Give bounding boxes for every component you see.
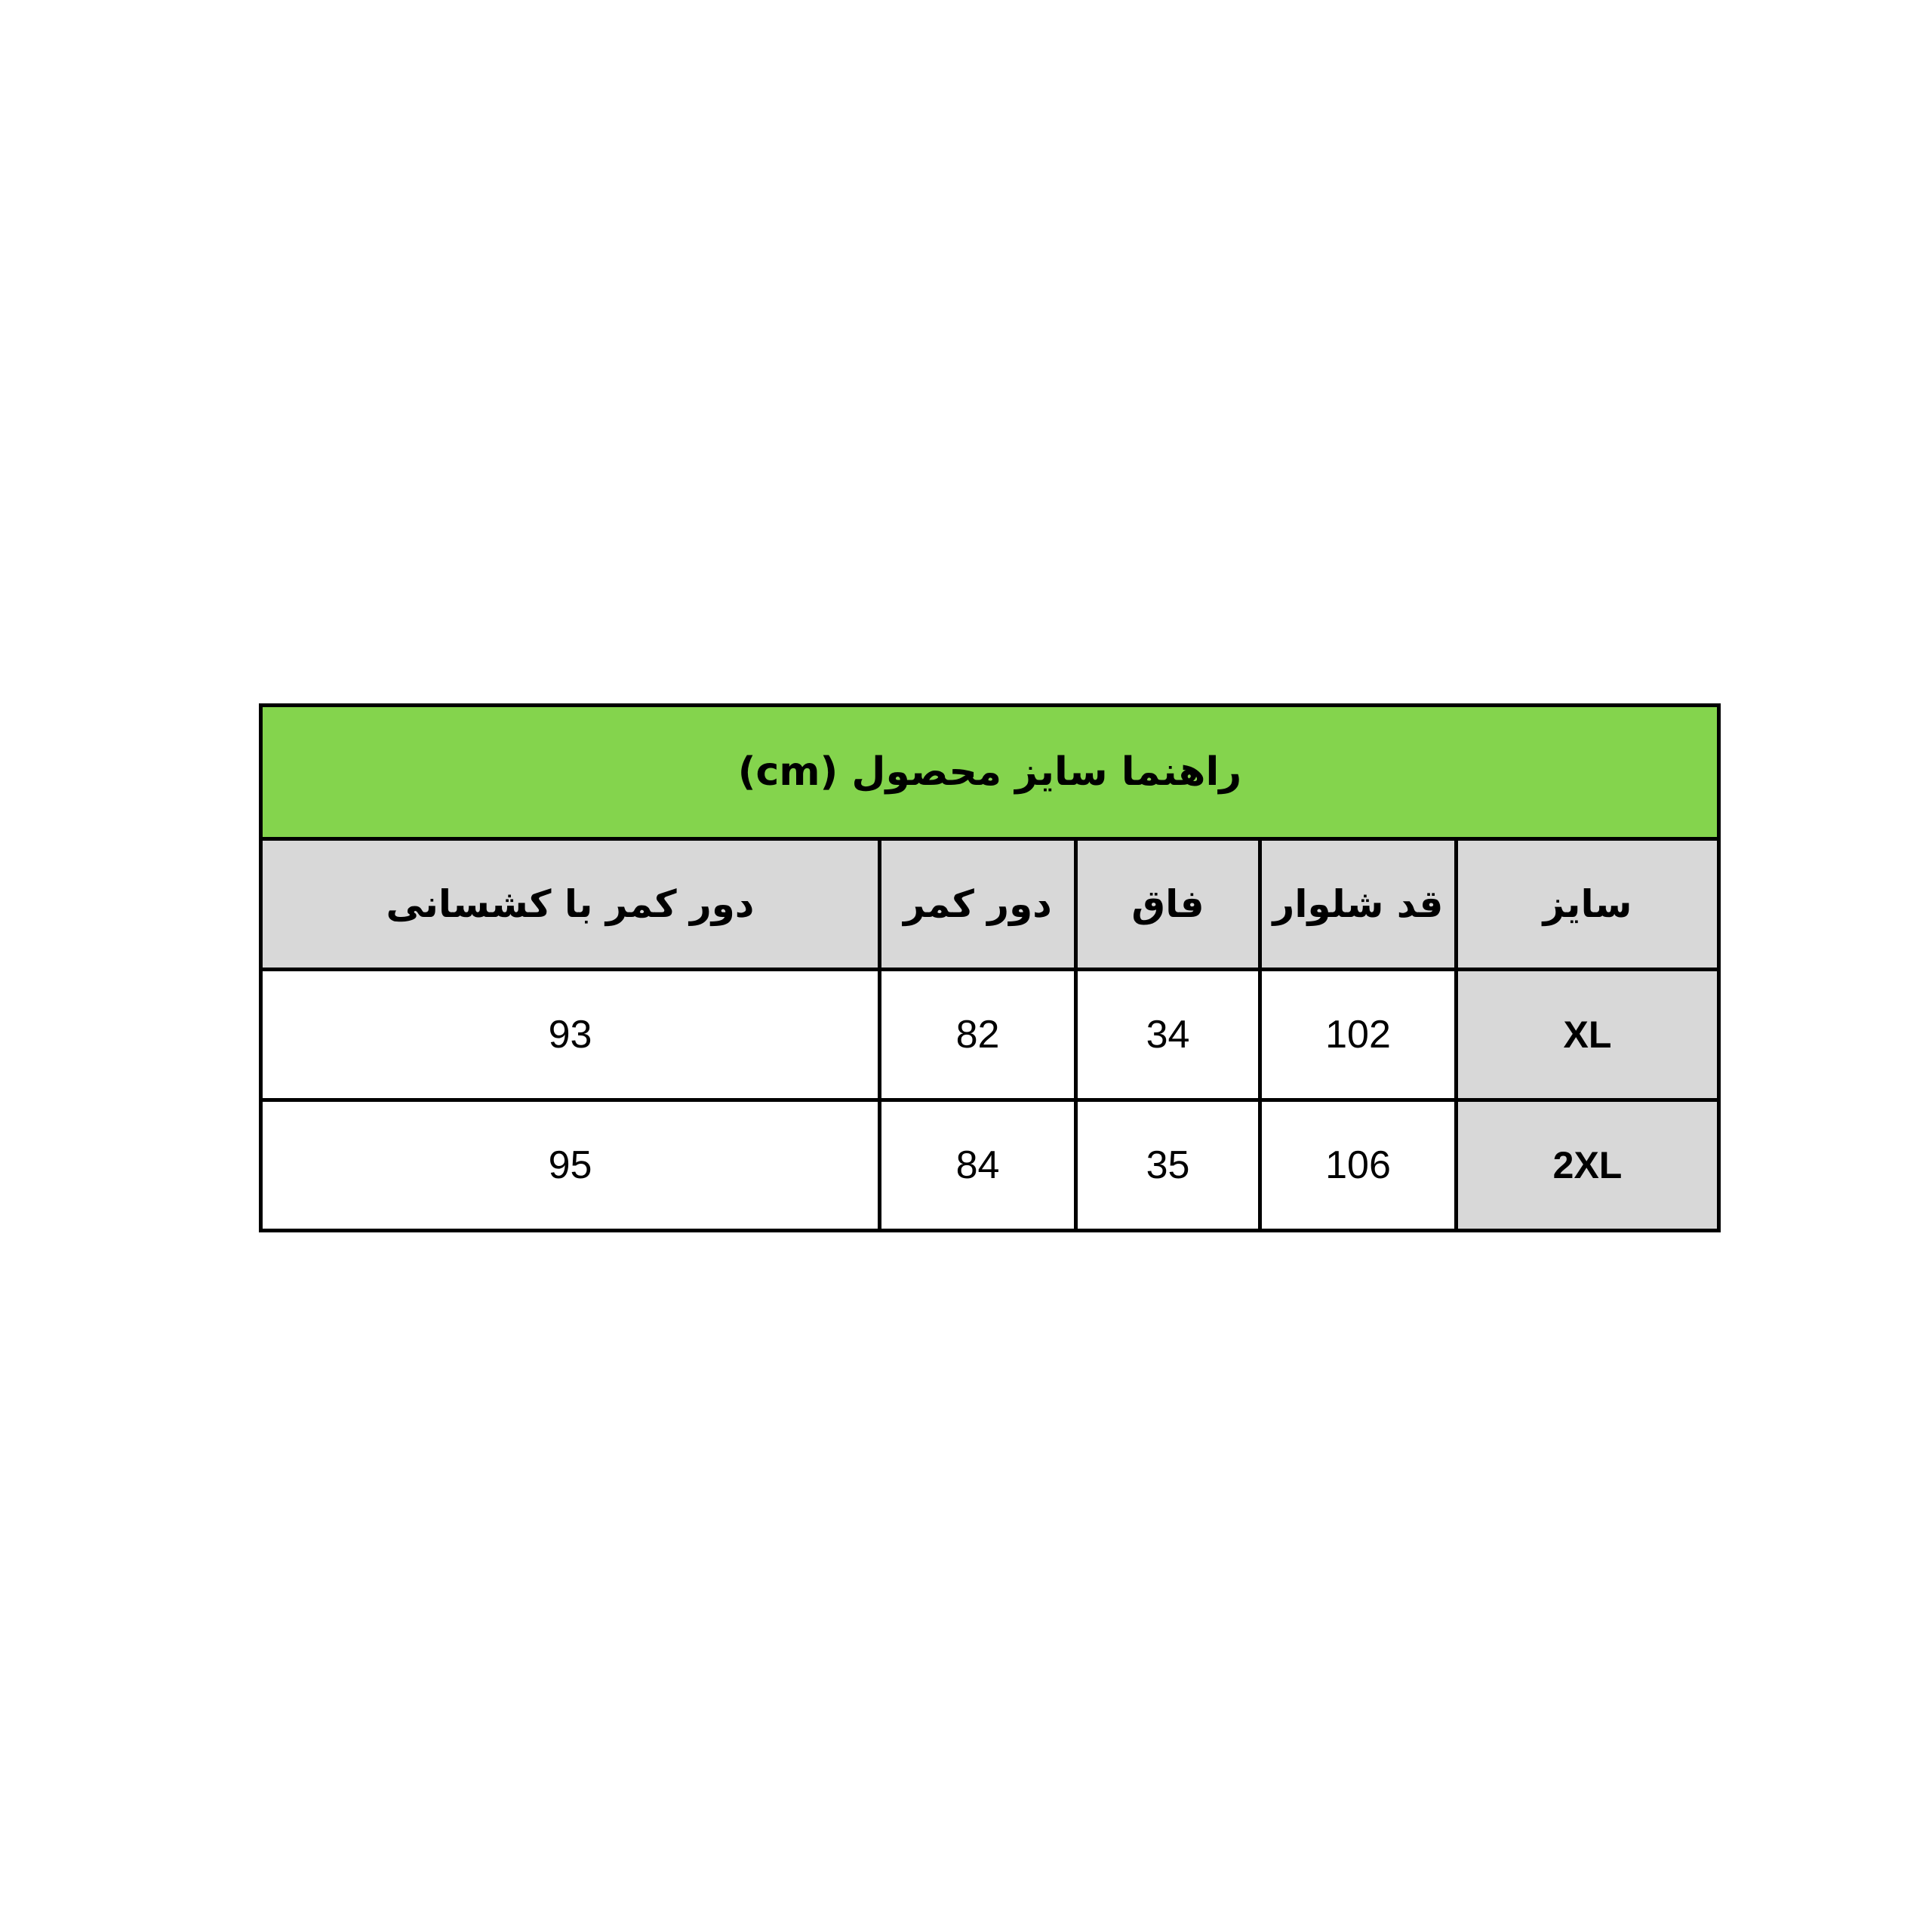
- column-header-waist: دور کمر: [880, 839, 1076, 970]
- table-header-row: [260, 839, 1718, 970]
- size-guide-table-wrapper: [263, 703, 1721, 1232]
- cell-length-xl: 102: [1260, 970, 1457, 1100]
- table-title-row: [260, 706, 1718, 839]
- cell-rise-2xl: 35: [1076, 1100, 1260, 1231]
- size-guide-table: [259, 703, 1721, 1232]
- cell-rise-xl: 34: [1076, 970, 1260, 1100]
- cell-waist-xl: 82: [880, 970, 1076, 1100]
- cell-size-2xl: 2XL: [1457, 1100, 1719, 1231]
- column-header-waist-elastic: دور کمر با کشسانی: [260, 839, 879, 970]
- cell-length-2xl: 106: [1260, 1100, 1457, 1231]
- cell-waist-2xl: 84: [880, 1100, 1076, 1231]
- cell-waist-elastic-xl: 93: [260, 970, 879, 1100]
- table-row: [260, 1100, 1718, 1231]
- column-header-pant-length: قد شلوار: [1260, 839, 1457, 970]
- cell-waist-elastic-2xl: 95: [260, 1100, 879, 1231]
- table-title: راهنما سایز محصول (cm): [260, 706, 1718, 839]
- table-row: [260, 970, 1718, 1100]
- column-header-rise: فاق: [1076, 839, 1260, 970]
- cell-size-xl: XL: [1457, 970, 1719, 1100]
- column-header-size: سایز: [1457, 839, 1719, 970]
